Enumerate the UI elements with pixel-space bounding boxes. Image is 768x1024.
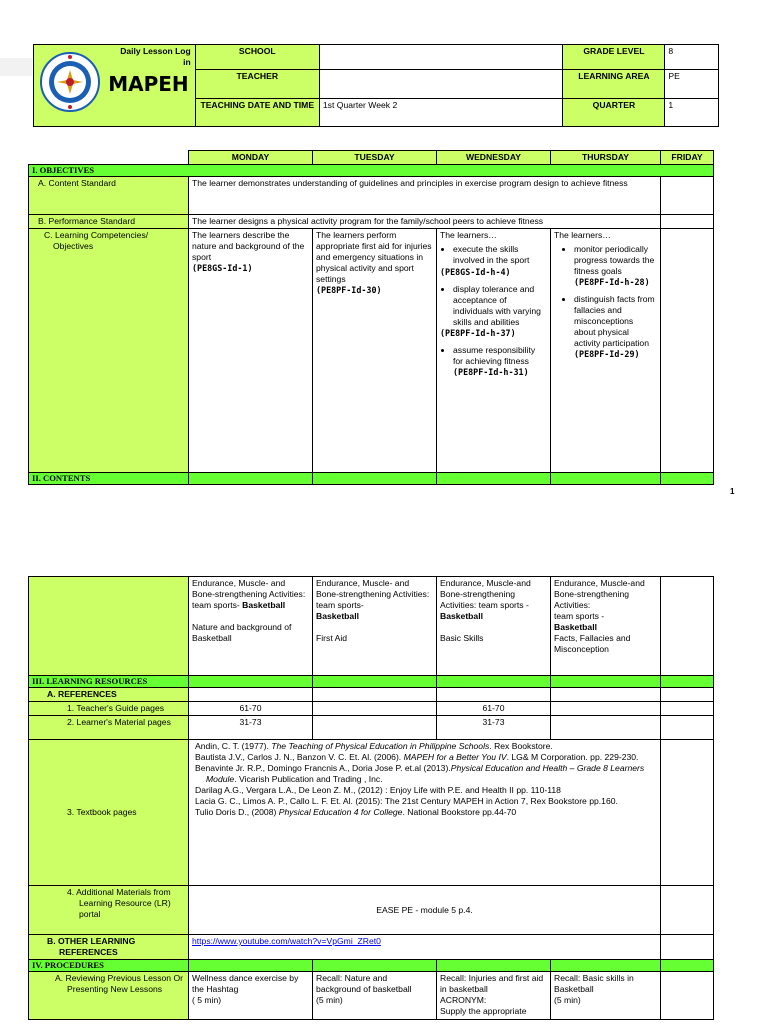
empty-cell [313, 688, 437, 702]
performance-standard-label: B. Performance Standard [29, 215, 189, 229]
textbook-ref: Tulio Doris D., (2008) Physical Education 4 for College. National Bookstore pp.44-70 [195, 807, 517, 817]
subject-title: MAPEH [108, 72, 189, 96]
resources-bar-cell [551, 676, 661, 688]
learning-area-label: LEARNING AREA [563, 70, 665, 99]
empty-cell [551, 702, 661, 716]
contents-bar-cell [661, 473, 714, 485]
page-number: 1 [730, 487, 735, 496]
teacher-label: TEACHER [195, 70, 319, 99]
youtube-link[interactable]: https://www.youtube.com/watch?v=VpGmi_ZRet0 [192, 936, 381, 946]
empty-cell [313, 702, 437, 716]
textbook-ref: Benavinte Jr. R.P., Domingo Francnis A., Doria Jose P. et.al (2013).Physical Education and Health – Grade 8 Learners Module. Vicarish Publication and Trading , Inc. [195, 763, 645, 784]
resources-bar-cell [189, 676, 313, 688]
competencies-tuesday [313, 229, 437, 473]
wednesday-intro: The learners… [440, 230, 497, 240]
tuesday-objective-code: (PE8PF-Id-30) [316, 285, 382, 295]
contents-friday [661, 577, 714, 676]
wednesday-objective-list-3 [440, 345, 547, 378]
grade-level-label: GRADE LEVEL [563, 45, 665, 70]
contents-label-cell [29, 577, 189, 676]
performance-standard-text: The learner designs a physical activity program for the family/school peers to achieve fitness [189, 215, 661, 229]
section-learning-resources: III. LEARNING RESOURCES [29, 676, 189, 688]
additional-materials-label: 4. Additional Materials from Learning Resource (LR) portal [29, 886, 189, 935]
school-label: SCHOOL [195, 45, 319, 70]
empty-cell [551, 716, 661, 740]
empty-cell [661, 716, 714, 740]
content-standard-label: A. Content Standard [29, 177, 189, 215]
empty-cell [189, 688, 313, 702]
contents-bar-cell [437, 473, 551, 485]
contents-monday: Endurance, Muscle- and Bone-strengthening Activities: team sports- Basketball Nature and background of Basketball [189, 577, 313, 676]
section-contents: II. CONTENTS [29, 473, 189, 485]
performance-standard-friday [661, 215, 714, 229]
wednesday-objective-list [440, 244, 547, 266]
day-header-monday: MONDAY [189, 151, 313, 165]
resources-bar-cell [313, 676, 437, 688]
thursday-intro: The learners… [554, 230, 611, 240]
contents-bar-cell [313, 473, 437, 485]
contents-bar-cell [189, 473, 313, 485]
content-standard-text: The learner demonstrates understanding of guidelines and principles in exercise program design to achieve fitness [189, 177, 661, 215]
procedures-bar-cell [437, 960, 551, 972]
empty-cell [661, 935, 714, 960]
quarter-value: 1 [665, 99, 719, 127]
deped-seal-icon [39, 51, 101, 113]
learners-material-label: 2. Learner's Material pages [29, 716, 189, 740]
textbook-ref: Lacia G. C., Limos A. P., Callo L. F. Et. Al. (2015): The 21st Century MAPEH in Action 7, Rex Bookstore pp.160. [195, 796, 618, 806]
review-tuesday: Recall: Nature and background of basketball (5 min) [313, 972, 437, 1020]
learning-area-value: PE [665, 70, 719, 99]
review-wednesday: Recall: Injuries and first aid in basketball ACRONYM: Supply the appropriate [437, 972, 551, 1020]
contents-wednesday: Endurance, Muscle-and Bone-strengthening Activities: team sports - Basketball Basic Skills [437, 577, 551, 676]
empty-cell [661, 702, 714, 716]
contents-bar-cell [551, 473, 661, 485]
teacher-value [319, 70, 562, 99]
content-standard-friday [661, 177, 714, 215]
monday-objective-text: The learners describe the nature and background of the sport [192, 230, 305, 262]
contents-thursday: Endurance, Muscle-and Bone-strengthening Activities: team sports - Basketball Facts, Fallacies and Misconception [551, 577, 661, 676]
empty-cell [661, 886, 714, 935]
tg-monday: 61-70 [189, 702, 313, 716]
empty-cell [313, 716, 437, 740]
wednesday-code-2: (PE8PF-Id-h-37) [440, 327, 516, 338]
procedures-bar-cell [551, 960, 661, 972]
competencies-monday [189, 229, 313, 473]
other-references-label: B. OTHER LEARNING REFERENCES [29, 935, 189, 960]
list-item: • monitor periodically progress towards the fitness goals (PE8PF-Id-h-28) [574, 244, 657, 288]
wednesday-code-1: (PE8GS-Id-h-4) [440, 267, 511, 277]
monday-objective-code: (PE8GS-Id-1) [192, 263, 253, 273]
date-time-label: TEACHING DATE AND TIME [195, 99, 319, 127]
lm-wednesday: 31-73 [437, 716, 551, 740]
section-procedures: IV. PROCEDURES [29, 960, 189, 972]
review-lesson-label: A. Reviewing Previous Lesson Or Presenting New Lessons [29, 972, 189, 1020]
textbook-references [189, 740, 661, 886]
log-title: Daily Lesson Log in [120, 46, 191, 67]
textbook-label: 3. Textbook pages [29, 740, 189, 886]
additional-materials-text: EASE PE - module 5 p.4. [189, 886, 661, 935]
empty-cell [661, 972, 714, 1020]
textbook-ref: Bautista J.V., Carlos J. N., Banzon V. C. Et. Al. (2006). MAPEH for a Better You IV. LG& M Corporation. pp. 229-230. [195, 752, 639, 762]
day-header-tuesday: TUESDAY [313, 151, 437, 165]
procedures-bar-cell [189, 960, 313, 972]
teachers-guide-label: 1. Teacher's Guide pages [29, 702, 189, 716]
objectives-table [28, 150, 714, 485]
tuesday-objective-text: The learners perform appropriate first aid for injuries and emergency situations in physical activity and sport settings [316, 230, 432, 284]
competencies-wednesday [437, 229, 551, 473]
review-monday: Wellness dance exercise by the Hashtag ( 5 min) [189, 972, 313, 1020]
textbook-ref: Darilag A.G., Vergara L.A., De Leon Z. M., (2012) : Enjoy Life with P.E. and Health II pp. 110-118 [195, 785, 561, 795]
list-item: • display tolerance and acceptance of individuals with varying skills and abilities [453, 284, 547, 328]
competencies-thursday [551, 229, 661, 473]
date-time-value: 1st Quarter Week 2 [319, 99, 562, 127]
list-item: • execute the skills involved in the sport [453, 244, 547, 266]
lm-monday: 31-73 [189, 716, 313, 740]
day-header-thursday: THURSDAY [551, 151, 661, 165]
thursday-objective-list [554, 244, 657, 360]
section-objectives: I. OBJECTIVES [29, 165, 714, 177]
other-references-cell [189, 935, 661, 960]
header-logo-cell [34, 45, 196, 127]
textbook-ref: Andin, C. T. (1977). The Teaching of Physical Education in Philippine Schools. Rex Bookstore. [195, 741, 553, 751]
grade-level-value: 8 [665, 45, 719, 70]
references-label: A. REFERENCES [29, 688, 189, 702]
day-header-wednesday: WEDNESDAY [437, 151, 551, 165]
empty-cell [661, 740, 714, 886]
empty-cell [661, 688, 714, 702]
resources-bar-cell [661, 676, 714, 688]
school-value [319, 45, 562, 70]
competencies-label: C. Learning Competencies/ Objectives [29, 229, 189, 473]
procedures-bar-cell [661, 960, 714, 972]
day-header-friday: FRIDAY [661, 151, 714, 165]
quarter-label: QUARTER [563, 99, 665, 127]
review-thursday: Recall: Basic skills in Basketball (5 min) [551, 972, 661, 1020]
contents-tuesday: Endurance, Muscle- and Bone-strengthening Activities: team sports- Basketball First Aid [313, 577, 437, 676]
page-edge-shadow [0, 58, 32, 76]
list-item: • distinguish facts from fallacies and misconceptions about physical activity participation (PE8PF-Id-29) [574, 294, 657, 360]
empty-cell [551, 688, 661, 702]
resources-bar-cell [437, 676, 551, 688]
list-item: • assume responsibility for achieving fitness (PE8PF-Id-h-31) [453, 345, 547, 378]
resources-table [28, 576, 714, 1020]
procedures-bar-cell [313, 960, 437, 972]
tg-wednesday: 61-70 [437, 702, 551, 716]
wednesday-objective-list-2 [440, 284, 547, 328]
blank-corner [29, 151, 189, 165]
empty-cell [437, 688, 551, 702]
competencies-friday [661, 229, 714, 473]
header-table [33, 44, 719, 127]
